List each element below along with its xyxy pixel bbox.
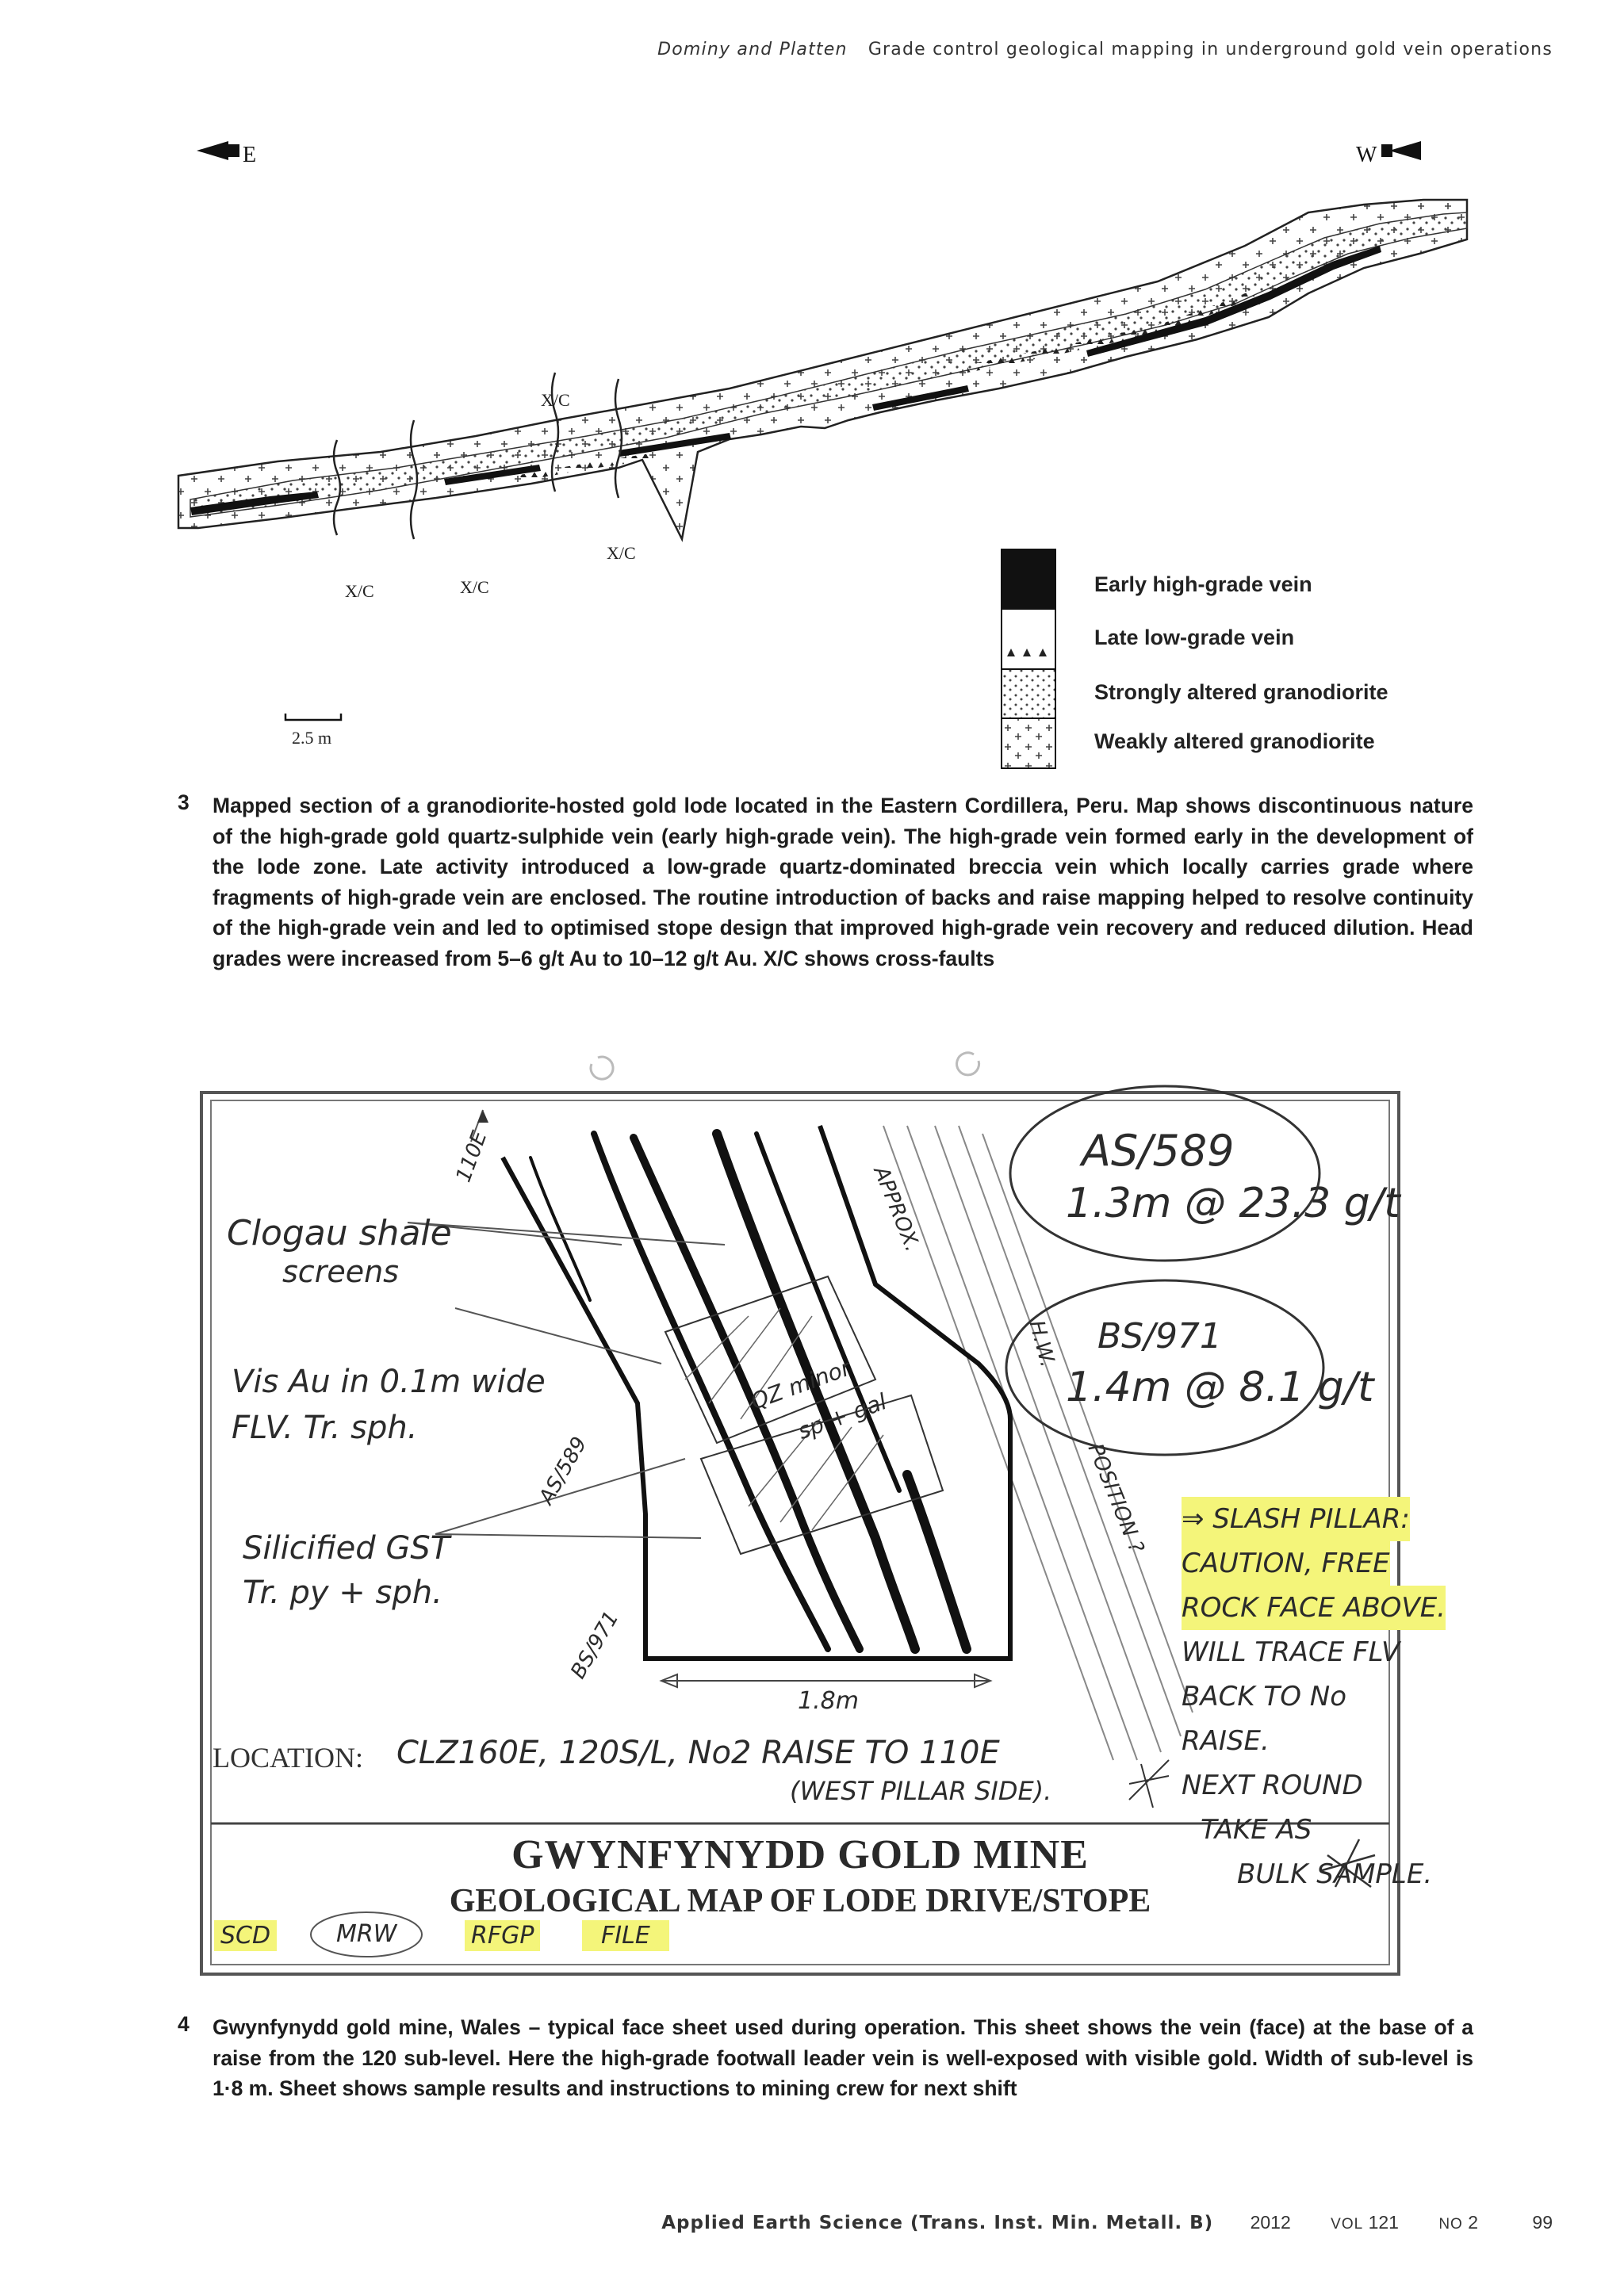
legend-swatch-strong [1002, 670, 1055, 718]
running-header [0, 40, 1553, 59]
sample-label-as: AS/589 [534, 1433, 592, 1509]
east-arrow-icon [197, 141, 228, 160]
location-value: CLZ160E, 120S/L, No2 RAISE TO 110E [396, 1735, 1000, 1771]
location-value-2: (WEST PILLAR SIDE). [790, 1776, 1052, 1806]
note-clogau-2: screens [282, 1254, 399, 1289]
caption-3-number: 3 [178, 790, 190, 814]
xc-label: X/C [541, 390, 570, 410]
note-qz-2: sp + gal [794, 1388, 891, 1445]
map-title: GEOLOGICAL MAP OF LODE DRIVE/STOPE [449, 1883, 1151, 1919]
distribution-file: FILE [582, 1920, 669, 1951]
distribution-rfgp: RFGP [465, 1920, 540, 1951]
note-visau-1: Vis Au in 0.1m wide [232, 1364, 546, 1400]
legend-weak: Weakly altered granodiorite [1094, 729, 1375, 753]
xc-label: X/C [460, 577, 489, 597]
page-number: 99 [1532, 2212, 1553, 2233]
sample2-id: BS/971 [1097, 1316, 1222, 1357]
distribution-mrw: MRW [336, 1920, 397, 1948]
footer-no: 2 [1468, 2212, 1479, 2233]
scale-label: 2.5 m [292, 728, 332, 748]
page-footer [0, 2212, 1553, 2233]
instruction-line: RAISE. [1182, 1725, 1270, 1757]
east-label: E [243, 143, 257, 167]
instruction-line: TAKE AS [1201, 1814, 1312, 1846]
note-silicified-1: Silicified GST [243, 1530, 450, 1567]
instruction-line: NEXT ROUND [1182, 1770, 1363, 1801]
mine-title: GWYNFYNYDD GOLD MINE [511, 1832, 1089, 1877]
footer-year: 2012 [1250, 2212, 1291, 2233]
sample-label-bs: BS/971 [566, 1607, 624, 1683]
xc-label: X/C [345, 581, 374, 601]
label-110e: 110E [451, 1127, 492, 1186]
footer-vol: 121 [1368, 2212, 1399, 2233]
instruction-line: ROCK FACE ABOVE. [1182, 1586, 1446, 1630]
sample1-id: AS/589 [1082, 1126, 1235, 1176]
width-label: 1.8m [798, 1687, 859, 1715]
west-arrow-icon [1389, 141, 1421, 160]
legend-early: Early high-grade vein [1094, 572, 1312, 596]
caption-3: Mapped section of a granodiorite-hosted gold lode located in the Eastern Cordillera, Peru. Map shows discontinuous nature of the high-grade gold quartz-sulphide vein (early high-grade vein). The high-grade vein formed early in the development of the lode zone. Late activity introduced a low-grade quartz-dominated breccia vein which locally carries grade where fragments of high-grade vein are enclosed. The routine introduction of backs and raise mapping helped to resolve continuity of the high-grade vein and led to optimised stope design that improved high-grade vein recovery and reduced dilution. Head grades were increased from 5–6 g/t Au to 10–12 g/t Au. X/C shows cross-faults [213, 794, 1473, 970]
caption-4: Gwynfynydd gold mine, Wales – typical face sheet used during operation. This sheet shows the vein (face) at the base of a raise from the 120 sub-level. Here the high-grade footwall leader vein is well-exposed with visible gold. Width of sub-level is 1·8 m. Sheet shows sample results and instructions to mining crew for next shift [213, 2015, 1473, 2100]
sample2-result: 1.4m @ 8.1 g/t [1066, 1364, 1374, 1411]
label-hw: H.W. [1024, 1318, 1060, 1370]
note-qz-1: QZ minor [747, 1354, 855, 1415]
note-silicified-2: Tr. py + sph. [243, 1575, 442, 1611]
legend-strong: Strongly altered granodiorite [1094, 680, 1388, 704]
west-label: W [1356, 143, 1377, 167]
xc-label: X/C [607, 543, 636, 563]
instruction-line: CAUTION, FREE [1182, 1541, 1390, 1586]
distribution-scd: SCD [214, 1920, 277, 1951]
sample1-result: 1.3m @ 23.3 g/t [1066, 1180, 1400, 1227]
footer-no-label: NO [1438, 2216, 1463, 2233]
note-visau-2: FLV. Tr. sph. [232, 1410, 418, 1446]
legend-swatches [1001, 549, 1056, 769]
footer-journal: Applied Earth Science (Trans. Inst. Min. Metall. B) [661, 2213, 1214, 2233]
footer-vol-label: VOL [1331, 2216, 1364, 2233]
header-title: Grade control geological mapping in underground gold vein operations [868, 40, 1553, 59]
location-label: LOCATION: [213, 1742, 363, 1774]
instruction-line: BULK SAMPLE. [1237, 1858, 1433, 1890]
instruction-line: WILL TRACE FLV [1182, 1636, 1400, 1668]
caption-4-number: 4 [178, 2012, 190, 2036]
label-approx: APPROX. [868, 1162, 925, 1256]
scale-bar [285, 714, 341, 720]
figure-3-legend [1001, 549, 1477, 771]
figure-4-face-sheet [193, 1047, 1446, 1982]
legend-swatch-weak [1002, 719, 1055, 767]
header-authors: Dominy and Platten [657, 40, 848, 59]
instruction-line: ⇒ SLASH PILLAR: [1182, 1497, 1410, 1541]
instruction-line: BACK TO No [1182, 1681, 1347, 1712]
label-position: POSITION ? [1082, 1440, 1149, 1557]
note-clogau-1: Clogau shale [227, 1213, 452, 1253]
legend-late: Late low-grade vein [1094, 626, 1295, 649]
legend-swatch-early [1002, 550, 1055, 609]
legend-swatch-late [1007, 649, 1047, 656]
